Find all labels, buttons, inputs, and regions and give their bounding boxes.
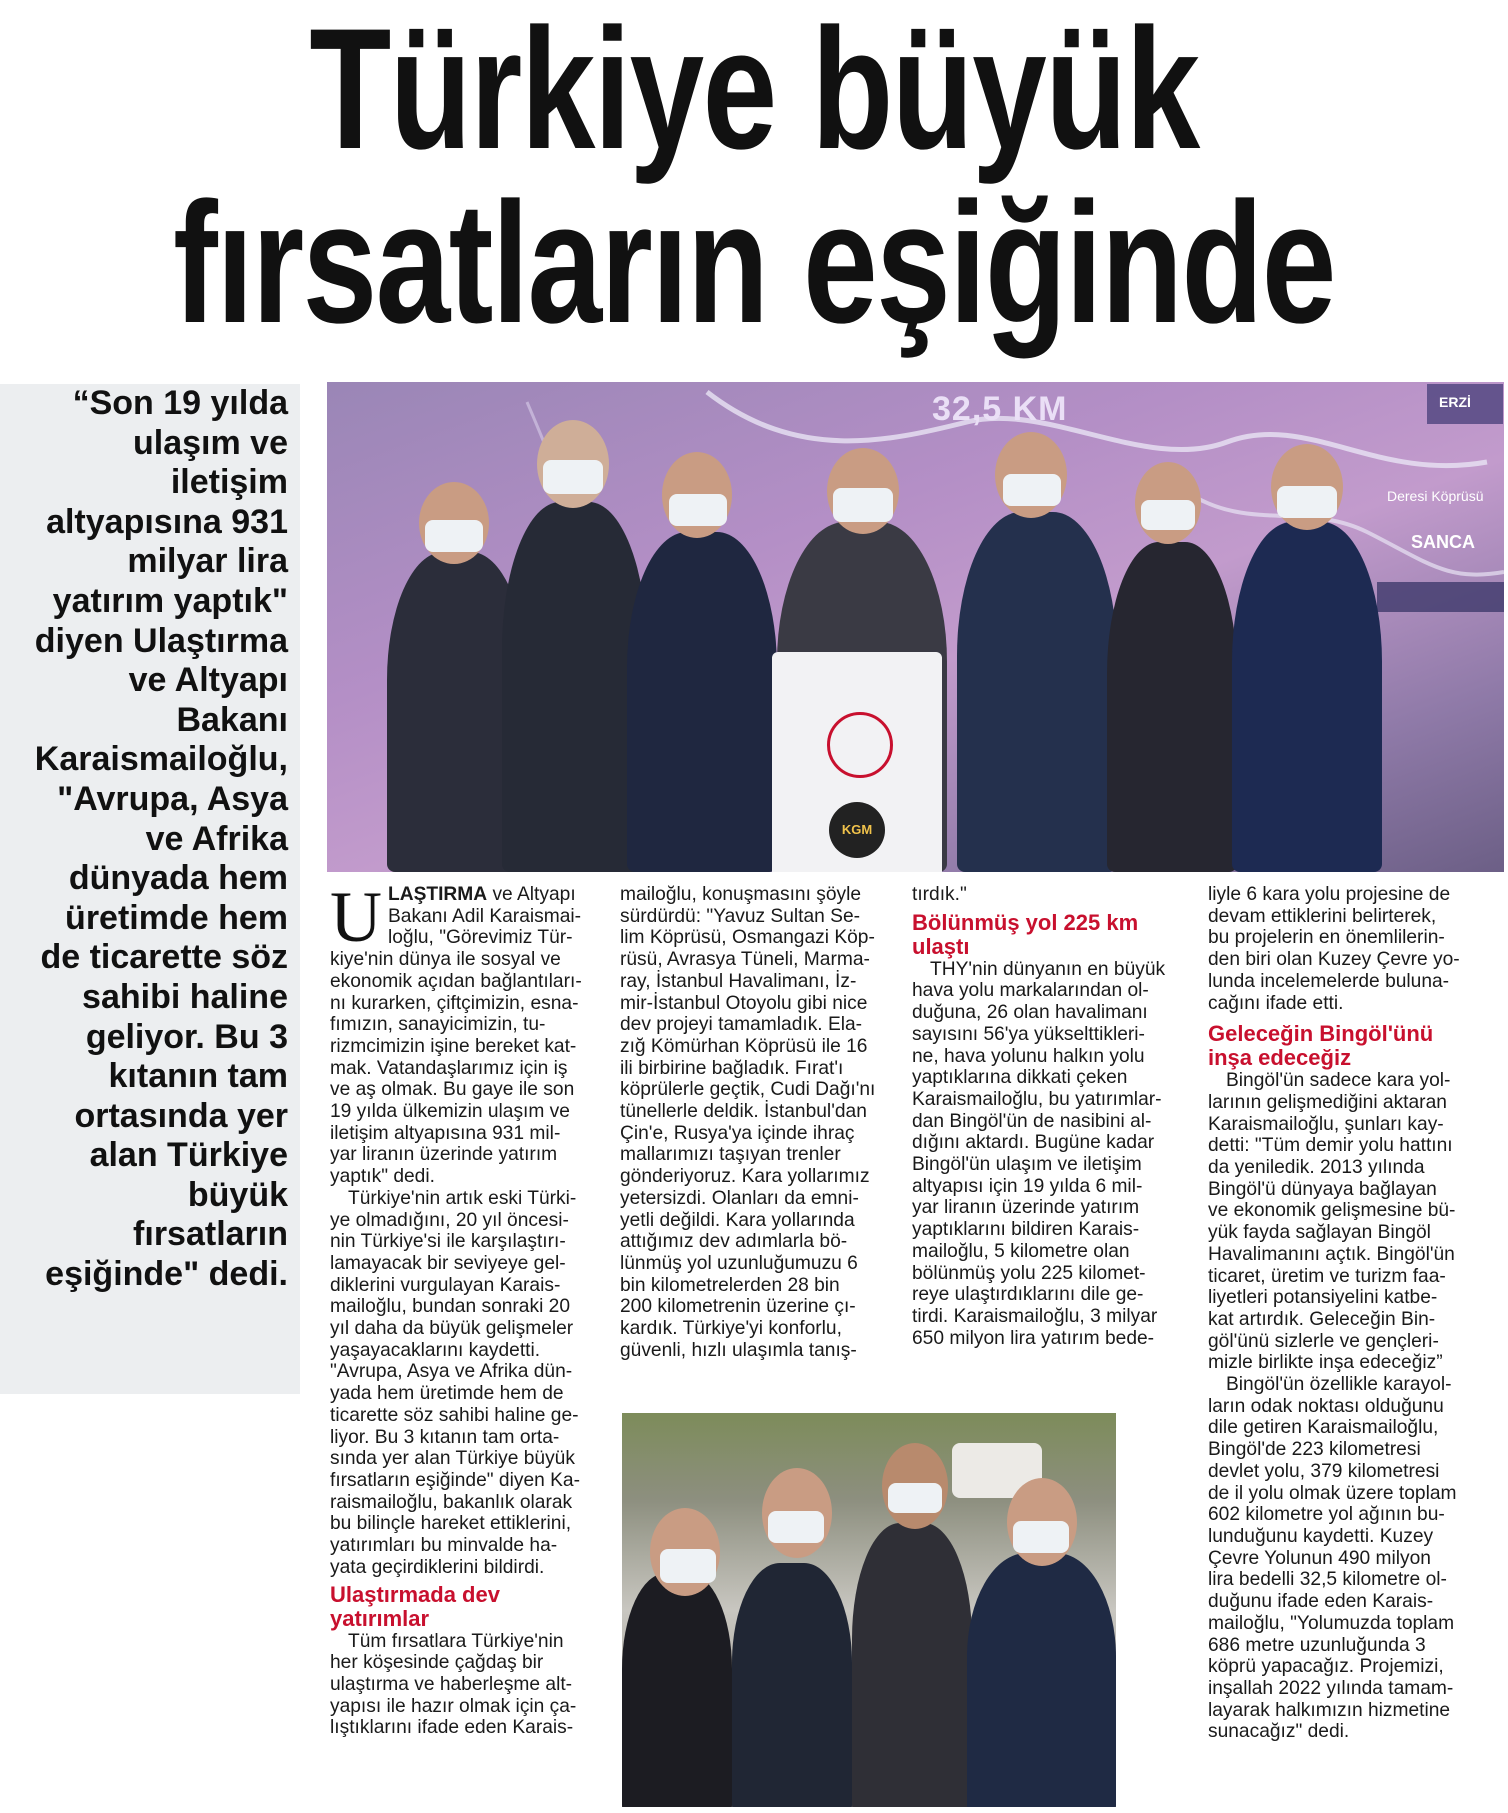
text-line: den biri olan Kuzey Çevre yo- — [1208, 949, 1460, 971]
text-line: sürdürdü: "Yavuz Sultan Se- — [620, 905, 861, 927]
text-line: yar liranın üzerinde yatırım — [912, 1197, 1140, 1219]
text-line: rüsü, Avrasya Tüneli, Marma- — [620, 949, 870, 971]
pull-quote-line: sahibi haline — [82, 977, 288, 1016]
pull-quote-line: Bakanı — [176, 700, 288, 739]
text-line: yaptık" dedi. — [330, 1166, 435, 1188]
text-line: lira bedelli 32,5 kilometre ol- — [1208, 1569, 1447, 1591]
text-line: iletişim altyapısına 931 mil- — [330, 1122, 561, 1144]
drop-cap: U — [330, 877, 382, 957]
text-line: da yeniledik. 2013 yılında — [1208, 1157, 1425, 1179]
text-line: fımızın, sanayicimizin, tu- — [330, 1014, 546, 1036]
headline-line-1: Türkiye büyük — [309, 0, 1199, 185]
paragraph — [912, 959, 1182, 1350]
text-line: altyapısı için 19 yılda 6 mil- — [912, 1175, 1143, 1197]
text-line: ticaret, üretim ve turizm faa- — [1208, 1265, 1446, 1287]
text-line: dan Bingöl'ün de nasibini al- — [912, 1110, 1152, 1132]
text-line: raismailoğlu, bakanlık olarak — [330, 1491, 573, 1513]
subhead-bolunmus-yol: Bölünmüş yol 225 km ulaştı — [912, 909, 1139, 959]
text-line: liyetleri potansiyelini katbe- — [1208, 1287, 1438, 1309]
text-line: yük fayda sağlayan Bingöl — [1208, 1222, 1431, 1244]
text-line: larının gelişmediğini aktaran — [1208, 1091, 1447, 1113]
text-line: ların odak noktası olduğunu — [1208, 1395, 1444, 1417]
text-line: mailoğlu, "Yolumuzda toplam — [1208, 1612, 1455, 1634]
text-line: kardık. Türkiye'yi konforlu, — [620, 1318, 842, 1340]
text-line: Çevre Yolunun 490 milyon — [1208, 1547, 1431, 1569]
person-silhouette — [967, 1553, 1116, 1807]
text-line: "Avrupa, Asya ve Afrika dün- — [330, 1361, 573, 1383]
pull-quote-line: yatırım yaptık" — [52, 581, 288, 620]
text-line: Havalimanını açtık. Bingöl'ün — [1208, 1243, 1455, 1265]
text-line: ye olmadığını, 20 yıl öncesi- — [330, 1209, 569, 1231]
text-line: mailoğlu, 5 kilometre olan — [912, 1240, 1130, 1262]
text-line: diklerini vurgulayan Karais- — [330, 1274, 561, 1296]
article-column-2 — [620, 884, 890, 1361]
text-line: duğunu ifade eden Karais- — [1208, 1591, 1434, 1613]
paragraph-lead: tırdık." — [912, 884, 967, 905]
pull-quote-line: Karaismailoğlu, — [34, 740, 288, 779]
text-line: Karaismailoğlu, bu yatırımlar- — [912, 1088, 1162, 1110]
pull-quote-line: üretimde hem — [65, 898, 288, 937]
article-column-4 — [1208, 884, 1504, 1743]
text-line: devlet yolu, 379 kilometresi — [1208, 1460, 1440, 1482]
text-line: ve aş olmak. Bu gaye ile son — [330, 1079, 575, 1101]
text-line: ray, İstanbul Havalimanı, İz- — [620, 970, 857, 992]
text-line: sında yer alan Türkiye büyük — [330, 1448, 575, 1470]
text-line: mailoğlu, bundan sonraki 20 — [330, 1296, 571, 1318]
text-line: yaptıklarını bildiren Karais- — [912, 1219, 1140, 1241]
text-line: attığımız dev adımlarla bö- — [620, 1231, 848, 1253]
face-mask — [1277, 486, 1337, 518]
face-mask — [833, 488, 893, 522]
text-line: yaşayacaklarını kaydetti. — [330, 1339, 541, 1361]
text-line: bin kilometrelerden 28 bin — [620, 1274, 840, 1296]
face-mask — [669, 494, 727, 526]
person-silhouette — [957, 512, 1117, 872]
text-line: köprülerle geçtik, Cudi Dağı'nı — [620, 1079, 876, 1101]
text-line: zığ Kömürhan Köprüsü ile 16 — [620, 1035, 868, 1057]
lead-caps: LAŞTIRMA — [388, 884, 488, 905]
pull-quote-line: ortasında yer — [74, 1096, 288, 1135]
pull-quote-line: de ticarette söz — [40, 938, 288, 977]
paragraph — [330, 1631, 590, 1740]
text-line: yata geçirdiklerini bildirdi. — [330, 1556, 545, 1578]
text-line: Çin'e, Rusya'ya içinde ihraç — [620, 1122, 855, 1144]
text-line: liyor. Bu 3 kıtanın tam orta- — [330, 1426, 560, 1448]
face-mask — [1141, 500, 1195, 530]
article-column-1 — [330, 877, 590, 1739]
text-line: liyle 6 kara yolu projesine de — [1208, 884, 1451, 905]
lead-rest: ve Altyapı — [487, 884, 576, 905]
text-line: lamayacak bir seviyeye gel- — [330, 1252, 566, 1274]
pull-quote-line: fırsatların — [133, 1215, 288, 1254]
subhead-ulastirma: Ulaştırmada dev yatırımlar — [330, 1581, 500, 1631]
text-line: 200 kilometrenin üzerine çı- — [620, 1296, 856, 1318]
text-line: dığını aktardı. Bugüne kadar — [912, 1132, 1155, 1154]
pull-quote-line: eşiğinde" dedi. — [45, 1255, 288, 1294]
pull-quote-line: diyen Ulaştırma — [34, 621, 288, 660]
text-line: cağını ifade etti. — [1208, 992, 1344, 1014]
text-line: lıştıklarını ifade eden Karais- — [330, 1717, 574, 1739]
text-line: köprü yapacağız. Projemizi, — [1208, 1656, 1444, 1678]
text-line: yatırımları bu minvalde ha- — [330, 1535, 558, 1557]
paragraph — [1208, 1374, 1504, 1743]
text-line: mallarımızı taşıyan trenler — [620, 1144, 841, 1166]
text-line: bu projelerin en önemlilerin- — [1208, 927, 1445, 949]
text-line: Bingöl'ü dünyaya bağlayan — [1208, 1178, 1437, 1200]
text-line: kiye'nin dünya ile sosyal ve — [330, 949, 561, 971]
person-silhouette — [732, 1563, 852, 1807]
text-line: THY'nin dünyanın en büyük — [930, 958, 1166, 980]
ministry-emblem — [827, 712, 893, 778]
text-line: Bingöl'ün ulaşım ve iletişim — [912, 1154, 1142, 1176]
text-line: nı kurarken, çiftçimizin, esna- — [330, 992, 579, 1014]
pull-quote-line: milyar lira — [127, 542, 288, 581]
text-line: ticarette söz sahibi haline ge- — [330, 1404, 579, 1426]
text-line: yar liranın üzerinde yatırım — [330, 1144, 558, 1166]
text-line: Bingöl'ün sadece kara yol- — [1226, 1070, 1451, 1092]
map-distance-label: 32,5 KM — [932, 390, 1068, 428]
text-line: rizmcimizin işine bereket kat- — [330, 1035, 577, 1057]
text-line: tünellerle deldik. İstanbul'dan — [620, 1101, 867, 1123]
text-line: kat artırdık. Geleceğin Bin- — [1208, 1308, 1436, 1330]
face-mask — [425, 520, 483, 552]
text-line: sayısını 56'ya yükselttikleri- — [912, 1023, 1145, 1045]
pull-quote-line: iletişim — [170, 463, 288, 502]
text-line: mir-İstanbul Otoyolu gibi nice — [620, 992, 868, 1014]
text-line: Karaismailoğlu, şunları kay- — [1208, 1113, 1444, 1135]
person-silhouette — [1107, 542, 1237, 872]
text-line: ili birbirine bağladık. Fırat'ı — [620, 1057, 844, 1079]
text-line: sunacağız" dedi. — [1208, 1721, 1350, 1743]
text-line: duğuna, 26 olan havalimanı — [912, 1002, 1148, 1024]
text-line: mailoğlu, konuşmasını şöyle — [620, 884, 862, 905]
text-line: de il yolu olmak üzere toplam — [1208, 1482, 1457, 1504]
headline-line-2: fırsatların eşiğinde — [173, 167, 1335, 359]
pull-quote-box — [0, 384, 300, 1394]
map-label-sanca: SANCA — [1411, 532, 1476, 552]
text-line: fırsatların eşiğinde" diyen Ka- — [330, 1469, 580, 1491]
text-line: yetli değildi. Kara yollarında — [620, 1209, 855, 1231]
text-line: Türkiye'nin artık eski Türki- — [348, 1187, 577, 1209]
text-line: yapısı ile hazır olmak için ça- — [330, 1695, 577, 1717]
text-line: ekonomik açıdan bağlantıları- — [330, 970, 582, 992]
pull-quote-line: büyük — [187, 1175, 288, 1214]
text-line: Bakanı Adil Karaismai- — [388, 905, 582, 927]
text-line: ulaştırma ve haberleşme alt- — [330, 1673, 573, 1695]
text-line: ne, hava yolunu halkın yolu — [912, 1045, 1145, 1067]
person-silhouette — [852, 1523, 972, 1807]
text-line: gönderiyoruz. Kara yollarımız — [620, 1166, 870, 1188]
kgm-logo: KGM — [829, 802, 885, 858]
text-line: yada hem üretimde hem de — [330, 1383, 564, 1405]
person-silhouette — [1232, 522, 1382, 872]
text-line: Bingöl'ün özellikle karayol- — [1226, 1374, 1452, 1396]
ceremony-photo — [327, 382, 1504, 872]
paragraph — [330, 1188, 590, 1579]
face-mask — [768, 1511, 824, 1543]
text-line: 650 milyon lira yatırım bede- — [912, 1327, 1155, 1349]
text-line: dev projeyi tamamladık. Ela- — [620, 1014, 863, 1036]
face-mask — [888, 1483, 942, 1513]
paragraph — [620, 884, 890, 1361]
text-line: mizle birlikte inşa edeceğiz” — [1208, 1352, 1443, 1374]
text-line: 686 metre uzunluğunda 3 — [1208, 1634, 1426, 1656]
pull-quote-line: “Son 19 yılda — [72, 384, 288, 422]
text-line: tirdi. Karaismailoğlu, 3 milyar — [912, 1305, 1158, 1327]
text-line: dile getiren Karaismailoğlu, — [1208, 1417, 1439, 1439]
pull-quote-line: ve Afrika — [145, 819, 288, 858]
text-line: Tüm fırsatlara Türkiye'nin — [348, 1630, 564, 1652]
person-silhouette — [502, 502, 647, 872]
pull-quote-line: kıtanın tam — [108, 1057, 288, 1096]
face-mask — [543, 460, 603, 494]
text-line: lunduğunu kaydetti. Kuzey — [1208, 1525, 1434, 1547]
article-column-3 — [912, 884, 1182, 1349]
text-line: lunda incelemelerde buluna- — [1208, 970, 1450, 992]
paragraph — [1208, 1070, 1504, 1374]
text-line: yaptıklarına dikkati çeken — [912, 1067, 1128, 1089]
text-line: yetersizdi. Olanları da emni- — [620, 1187, 859, 1209]
text-line: layarak halkımızın hizmetine — [1208, 1699, 1451, 1721]
text-line: lünmüş yol uzunluğumuzu 6 — [620, 1252, 858, 1274]
text-line: detti: "Tüm demir yolu hattını — [1208, 1135, 1453, 1157]
pull-quote-line: geliyor. Bu 3 — [85, 1017, 288, 1056]
text-line: ve ekonomik gelişmesine bü- — [1208, 1200, 1456, 1222]
text-line: 19 yılda ülkemizin ulaşım ve — [330, 1101, 570, 1123]
subhead-gelecegin-bingol: Geleceğin Bingöl'ünü inşa edeceğiz — [1208, 1021, 1434, 1071]
text-line: yıl daha da büyük gelişmeler — [330, 1318, 574, 1340]
face-mask — [1003, 474, 1061, 506]
text-line: devam ettiklerini belirterek, — [1208, 905, 1437, 927]
text-line: loğlu, "Görevimiz Tür- — [388, 927, 573, 949]
pull-quote — [0, 384, 300, 1295]
text-line: her köşesinde çağdaş bir — [330, 1652, 544, 1674]
text-line: hava yolu markalarından ol- — [912, 980, 1149, 1002]
pull-quote-line: ulaşım ve — [133, 423, 288, 462]
text-line: göl'ünü sizlerle ve gençleri- — [1208, 1330, 1439, 1352]
pull-quote-line: ve Altyapı — [128, 661, 288, 700]
text-line: bu bilinçle hareket ettiklerini, — [330, 1513, 572, 1535]
site-visit-photo — [622, 1413, 1116, 1807]
podium — [772, 652, 942, 872]
map-label-bridge: Deresi Köprüsü — [1387, 488, 1484, 504]
text-line: bölünmüş yolu 225 kilomet- — [912, 1262, 1146, 1284]
map-label-erzi: ERZİ — [1439, 394, 1471, 410]
text-line: inşallah 2022 yılında tamam- — [1208, 1677, 1454, 1699]
text-line: reye ulaştırdıklarını dile ge- — [912, 1284, 1144, 1306]
pull-quote-line: dünyada hem — [68, 859, 288, 898]
paragraph — [1208, 884, 1504, 1014]
person-silhouette — [627, 532, 777, 872]
pull-quote-line: altyapısına 931 — [46, 502, 288, 541]
text-line: nin Türkiye'si ile karşılaştırı- — [330, 1231, 566, 1253]
text-line: güvenli, hızlı ulaşımla tanış- — [620, 1339, 857, 1361]
pull-quote-line: "Avrupa, Asya — [57, 779, 288, 818]
text-line: mak. Vatandaşlarımız için iş — [330, 1057, 568, 1079]
face-mask — [1013, 1521, 1069, 1553]
text-line: lim Köprüsü, Osmangazi Köp- — [620, 927, 875, 949]
person-silhouette — [622, 1573, 732, 1807]
text-line: Bingöl'de 223 kilometresi — [1208, 1439, 1421, 1461]
text-line: 602 kilometre yol ağının bu- — [1208, 1504, 1445, 1526]
face-mask — [660, 1549, 716, 1583]
pull-quote-line: alan Türkiye — [89, 1136, 288, 1175]
